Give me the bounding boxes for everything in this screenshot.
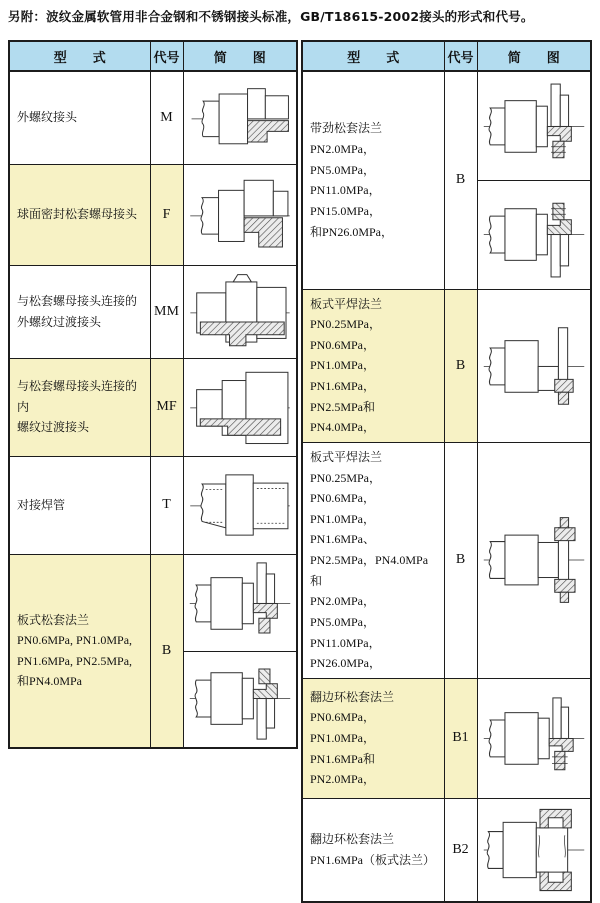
table-row: [9, 71, 297, 164]
type-cell: 与松套螺母接头连接的内 螺纹过渡接头: [9, 358, 150, 456]
male-thread-fitting-diagram: [187, 78, 293, 158]
table-row: [9, 456, 297, 554]
diagram-cell: [477, 798, 591, 902]
code-cell: B: [444, 442, 477, 678]
flanged-ring-plate-flange-diagram: [481, 803, 587, 897]
diagram-cell: [183, 456, 297, 554]
diagram-cell: [183, 265, 297, 358]
type-cell: 球面密封松套螺母接头: [9, 164, 150, 265]
header-diagram: 简 图: [477, 41, 591, 71]
table-row: [9, 554, 297, 651]
header-type: 型 式: [9, 41, 150, 71]
table-row: [302, 289, 591, 442]
table-row: [302, 442, 591, 678]
code-cell: B: [444, 289, 477, 442]
table-header-row: [9, 41, 297, 71]
header-diagram: 简 图: [183, 41, 297, 71]
butt-weld-pipe-diagram: [187, 463, 293, 547]
type-cell: 板式平焊法兰 PN0.25MPa，PN0.6MPa， PN1.0MPa，PN1.6MPa、 PN2.5MPa，PN4.0MPa和 PN2.0MPa，PN5.0MPa， PN11.0MPa，PN26.0MPa，: [302, 442, 444, 678]
flanged-ring-loose-flange-diagram: [481, 690, 587, 786]
diagram-cell: [183, 651, 297, 748]
table-header-row: [302, 41, 591, 71]
page-title: 另附：波纹金属软管用非合金钢和不锈钢接头标准，GB/T18615-2002接头的形式和代号。: [8, 9, 534, 24]
diagram-cell: [477, 678, 591, 798]
code-cell: F: [150, 164, 183, 265]
table-row: [302, 678, 591, 798]
diagram-cell: [183, 164, 297, 265]
plate-loose-flange-up-diagram: [187, 559, 293, 647]
code-cell: T: [150, 456, 183, 554]
plate-loose-flange-down-diagram: [187, 655, 293, 743]
header-code: 代号: [444, 41, 477, 71]
sphere-seal-loose-nut-fitting-diagram: [187, 173, 293, 257]
code-cell: B: [150, 554, 183, 748]
table-row: [9, 265, 297, 358]
diagram-cell: [183, 358, 297, 456]
table-row: [9, 358, 297, 456]
neck-loose-flange-down-diagram: [481, 186, 587, 284]
table-row: [302, 71, 591, 180]
type-cell: 翻边环松套法兰 PN1.6MPa（板式法兰）: [302, 798, 444, 902]
diagram-cell: [477, 442, 591, 678]
flat-weld-flange-diagram: [481, 318, 587, 414]
type-cell: 带劲松套法兰 PN2.0MPa，PN5.0MPa， PN11.0MPa，PN15.0MPa， 和PN26.0MPa，: [302, 71, 444, 289]
code-cell: B2: [444, 798, 477, 902]
code-cell: B1: [444, 678, 477, 798]
table-row: [9, 164, 297, 265]
code-cell: MF: [150, 358, 183, 456]
type-cell: 板式平焊法兰 PN0.25MPa，PN0.6MPa， PN1.0MPa，PN1.6MPa， PN2.5MPa和PN4.0MPa，: [302, 289, 444, 442]
female-thread-adapter-diagram: [187, 365, 293, 449]
type-cell: 外螺纹接头: [9, 71, 150, 164]
table-row: [302, 798, 591, 902]
diagram-cell: [477, 71, 591, 180]
diagram-cell: [477, 180, 591, 289]
fitting-table-right: [301, 40, 592, 903]
fitting-table-left: [8, 40, 298, 749]
male-thread-adapter-diagram: [187, 271, 293, 353]
header-code: 代号: [150, 41, 183, 71]
type-cell: 对接焊管: [9, 456, 150, 554]
code-cell: MM: [150, 265, 183, 358]
header-type: 型 式: [302, 41, 444, 71]
diagram-cell: [477, 289, 591, 442]
code-cell: B: [444, 71, 477, 289]
type-cell: 与松套螺母接头连接的 外螺纹过渡接头: [9, 265, 150, 358]
flat-weld-flange-symmetric-diagram: [481, 511, 587, 609]
type-cell: 翻边环松套法兰 PN0.6MPa，PN1.0MPa， PN1.6MPa和PN2.0MPa，: [302, 678, 444, 798]
type-cell: 板式松套法兰 PN0.6MPa, PN1.0MPa, PN1.6MPa, PN2.5MPa, 和PN4.0MPa: [9, 554, 150, 748]
code-cell: M: [150, 71, 183, 164]
diagram-cell: [183, 71, 297, 164]
neck-loose-flange-up-diagram: [481, 77, 587, 175]
diagram-cell: [183, 554, 297, 651]
